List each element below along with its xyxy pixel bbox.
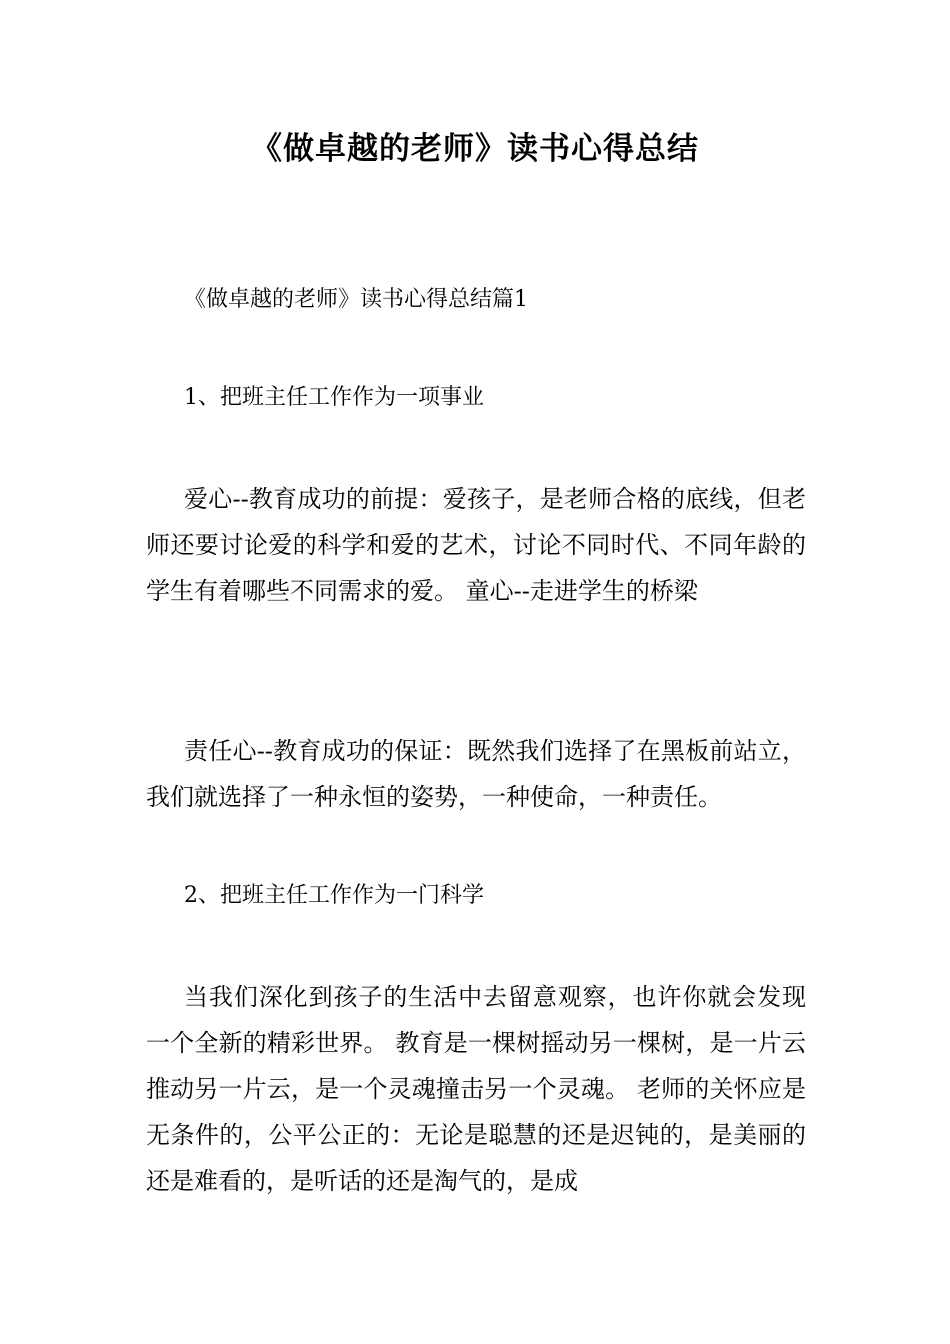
section-2-heading: 2、把班主任工作作为一门科学 bbox=[184, 883, 484, 908]
document-title: 《做卓越的老师》读书心得总结 bbox=[251, 131, 699, 167]
document-subtitle: 《做卓越的老师》读书心得总结篇1 bbox=[184, 287, 528, 312]
section-1-heading: 1、把班主任工作作为一项事业 bbox=[184, 385, 484, 410]
paragraph-2: 责任心--教育成功的保证：既然我们选择了在黑板前站立，我们就选择了一种永恒的姿势，一种使命，一种责任。 bbox=[146, 737, 806, 811]
paragraph-3: 当我们深化到孩子的生活中去留意观察，也许你就会发现一个全新的精彩世界。 教育是一棵树摇动另一棵树，是一片云推动另一片云，是一个灵魂撞击另一个灵魂。 老师的关怀应是无条件的，公平公正的：无论是聪慧的还是迟钝的，是美丽的还是难看的，是听话的还是淘气的，是成 bbox=[146, 983, 806, 1195]
paragraph-1: 爱心--教育成功的前提：爱孩子，是老师合格的底线，但老师还要讨论爱的科学和爱的艺术，讨论不同时代、不同年龄的学生有着哪些不同需求的爱。 童心--走进学生的桥梁 bbox=[146, 485, 806, 605]
